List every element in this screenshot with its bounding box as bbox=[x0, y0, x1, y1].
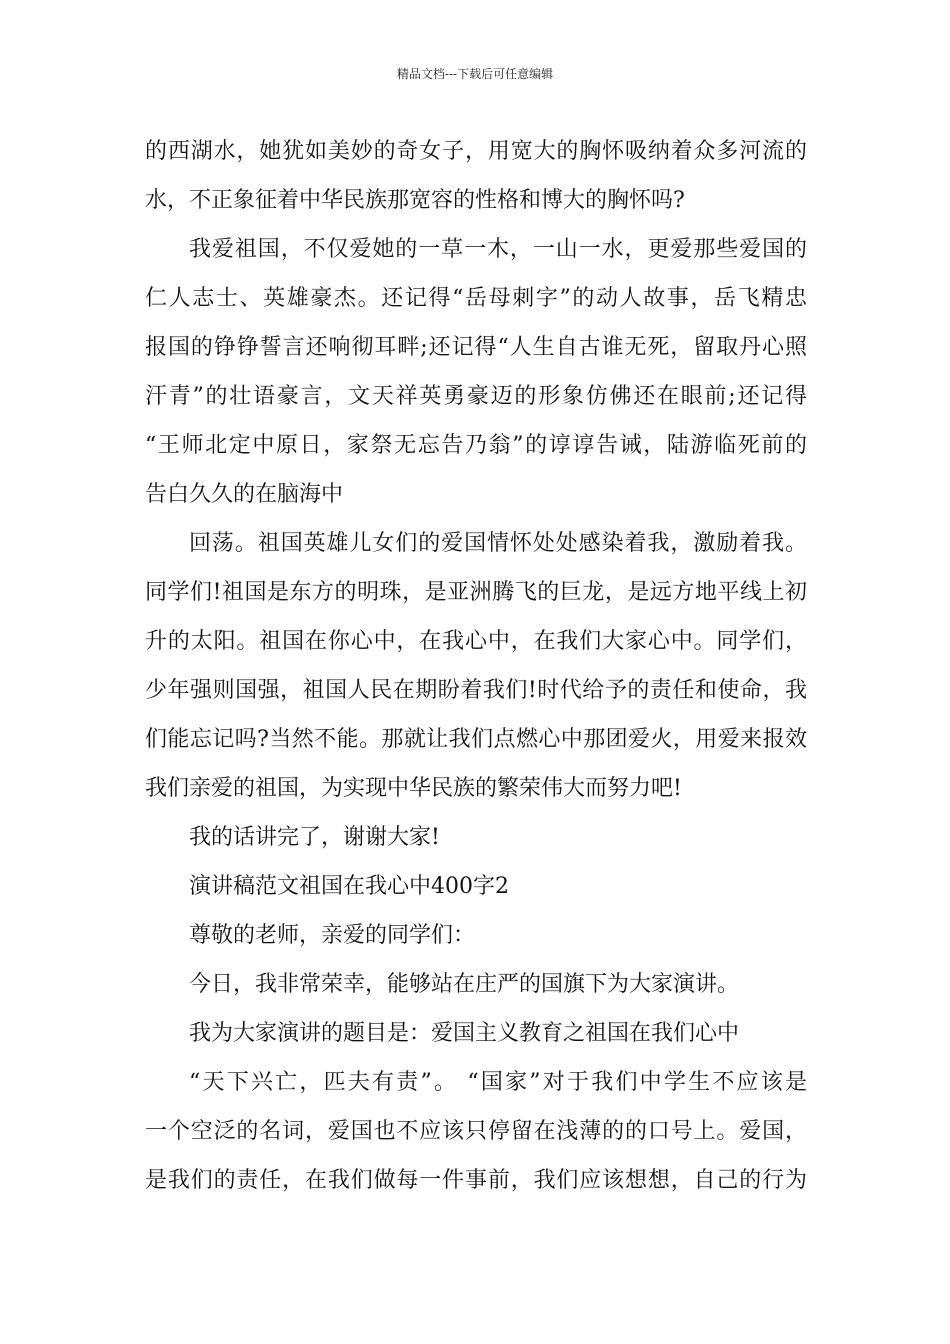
text-line: 我爱祖国，不仅爱她的一草一木，一山一水，更爱那些爱国的 bbox=[189, 237, 807, 262]
text-line: 少年强则国强，祖国人民在期盼着我们!时代给予的责任和使命，我 bbox=[145, 678, 807, 703]
text-line: 是我们的责任，在我们做每一件事前，我们应该想想，自己的行为 bbox=[145, 1168, 807, 1193]
document-body bbox=[145, 127, 807, 1205]
text-line: 回荡。祖国英雄儿女们的爱国情怀处处感染着我，激励着我。 bbox=[189, 531, 807, 556]
text-line: 水，不正象征着中华民族那宽容的性格和博大的胸怀吗? bbox=[145, 188, 685, 213]
text-line: 报国的铮铮誓言还响彻耳畔;还记得“人生自古谁无死，留取丹心照 bbox=[145, 335, 807, 360]
text-line: 的西湖水，她犹如美妙的奇女子，用宽大的胸怀吸纳着众多河流的 bbox=[145, 139, 807, 164]
text-line: “王师北定中原日，家祭无忘告乃翁”的谆谆告诫，陆游临死前的 bbox=[145, 433, 807, 458]
text-line: 我为大家演讲的题目是：爱国主义教育之祖国在我们心中 bbox=[189, 1021, 740, 1046]
text-line: 我的话讲完了，谢谢大家! bbox=[189, 825, 440, 850]
text-line: 一个空泛的名词，爱国也不应该只停留在浅薄的的口号上。爱国， bbox=[145, 1119, 807, 1144]
text-line: “天下兴亡，匹夫有责”。 “国家”对于我们中学生不应该是 bbox=[189, 1070, 807, 1095]
text-line: 同学们!祖国是东方的明珠，是亚洲腾飞的巨龙，是远方地平线上初 bbox=[145, 580, 807, 605]
text-line: 告白久久的在脑海中 bbox=[145, 482, 344, 507]
text-line: 仁人志士、英雄豪杰。还记得“岳母刺字”的动人故事，岳飞精忠 bbox=[145, 286, 807, 311]
text-line: 们能忘记吗?当然不能。那就让我们点燃心中那团爱火，用爱来报效 bbox=[145, 727, 807, 752]
text-line: 升的太阳。祖国在你心中，在我心中，在我们大家心中。同学们， bbox=[145, 629, 807, 654]
page-header: 精品文档---下载后可任意编辑 bbox=[396, 67, 554, 81]
text-line: 我们亲爱的祖国，为实现中华民族的繁荣伟大而努力吧! bbox=[145, 776, 682, 801]
text-line: 今日，我非常荣幸，能够站在庄严的国旗下为大家演讲。 bbox=[189, 972, 740, 997]
text-line: 尊敬的老师，亲爱的同学们： bbox=[189, 923, 476, 948]
text-line: 汗青”的壮语豪言，文天祥英勇豪迈的形象仿佛还在眼前;还记得 bbox=[145, 384, 807, 409]
text-line: 演讲稿范文祖国在我心中400字2 bbox=[189, 874, 509, 899]
